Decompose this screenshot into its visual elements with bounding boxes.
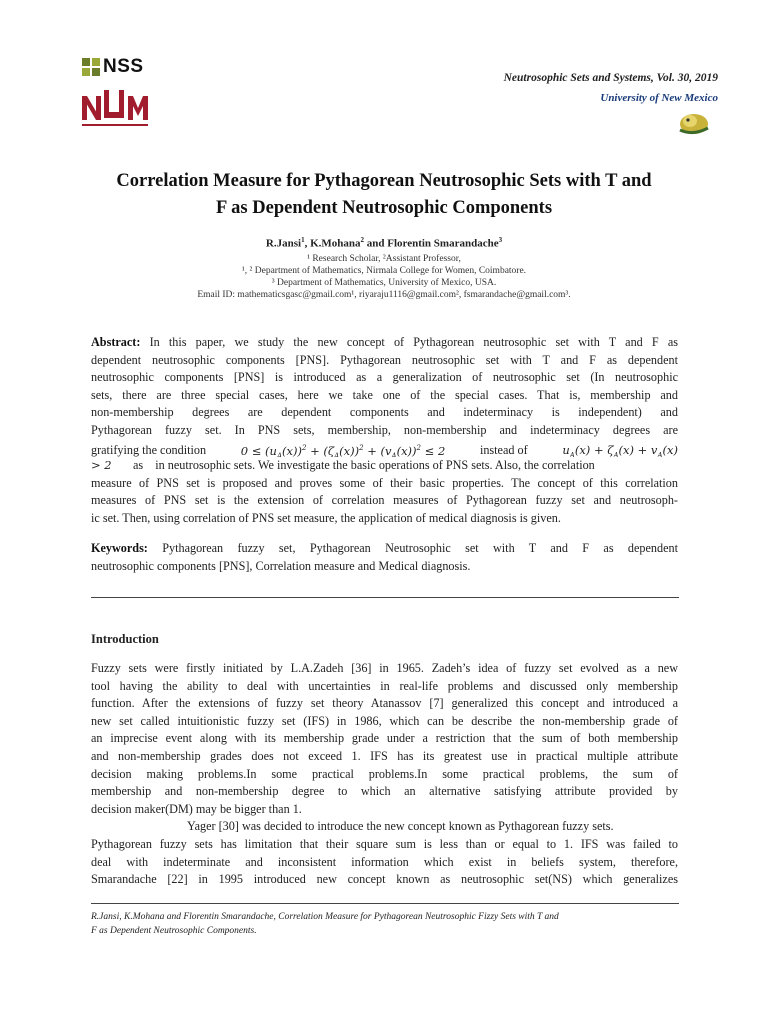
author-name: and Florentin Smarandache <box>364 237 499 250</box>
affiliation-line: ¹ Research Scholar, ²Assistant Professor, <box>307 254 461 264</box>
intro-line: membership and non-membership degree to which an alternative satisfying attribute provided by <box>91 784 678 799</box>
footer-line: R.Jansi, K.Mohana and Florentin Smarandache, Correlation Measure for Pythagorean Neutrosophic Fizzy Sets with T and <box>91 912 559 922</box>
keywords-label: Keywords: <box>91 541 148 555</box>
section-heading: Introduction <box>91 632 159 646</box>
affiliation-line: Email ID: mathematicsgasc@gmail.com¹, riyaraju1116@gmail.com², fsmarandache@gmail.com³. <box>197 290 571 300</box>
abstract-line: non-membership degrees are dependent components and indeterminacy is independent) and <box>91 405 678 420</box>
intro-line: and non-membership grades does not exceed 1. IFS has its greatest use in practical multiple attribute <box>91 748 678 763</box>
footer-line: F as Dependent Neutrosophic Components. <box>91 926 257 936</box>
unm-logo-icon <box>82 90 148 130</box>
abstract-line: measures of PNS set is the extension of correlation measures of Pythagorean fuzzy set and neutrosoph- <box>91 493 678 508</box>
author-list <box>80 236 688 250</box>
keywords-line <box>91 540 678 558</box>
keywords-line: neutrosophic components [PNS], Correlation measure and Medical diagnosis. <box>91 558 471 573</box>
keywords-text: Pythagorean fuzzy set, Pythagorean Neutrosophic set with T and F as dependent <box>162 541 678 555</box>
mascot-icon <box>676 110 710 136</box>
intro-line: Smarandache [22] in 1995 introduced new concept known as neutrosophic set(NS) which generalizes <box>91 872 678 887</box>
author-name: , K.Mohana <box>304 237 361 250</box>
title-line: Correlation Measure for Pythagorean Neutrosophic Sets with T and <box>116 171 652 191</box>
abstract-condition-line <box>91 440 678 458</box>
keywords <box>91 540 678 575</box>
abstract-line: measure of PNS set is proposed and proves some of their basic properties. The concept of this correlation <box>91 475 678 490</box>
affiliation-line: ¹, ² Department of Mathematics, Nirmala College for Women, Coimbatore. <box>241 266 527 276</box>
nss-logo <box>82 56 144 78</box>
journal-name: Neutrosophic Sets and Systems, Vol. 30, 2019 <box>503 72 718 84</box>
abstract <box>91 334 678 528</box>
footer-divider <box>91 903 679 904</box>
condition-prefix: gratifying the condition <box>91 443 207 458</box>
intro-line: Fuzzy sets were firstly initiated by L.A.Zadeh [36] in 1965. Zadeh’s idea of fuzzy set evolved as a new <box>91 661 678 675</box>
nss-logo-icon <box>82 58 100 76</box>
condition-formula: $0 \le (u_A(x))^2 + (\zeta_A(x))^2 + (v_A(x))^2 \le 2$ <box>240 443 446 458</box>
paper-title <box>80 168 688 222</box>
condition-as: as <box>132 458 144 473</box>
title-line: F as Dependent Neutrosophic Components <box>215 198 553 218</box>
condition-instead: instead of <box>479 443 528 458</box>
condition-formula-tail: > 2 <box>91 458 112 473</box>
intro-line: new set called intuitionistic fuzzy set (IFS) in 1986, which can be describe the non-membership grade of <box>91 713 678 728</box>
abstract-line: dependent neutrosophic components [PNS]. Pythagorean neutrosophic set with T and F as dependent <box>91 352 678 367</box>
intro-line: decision making problems.In some practical problems.In some practical problems, the sum of <box>91 766 678 781</box>
abstract-label: Abstract: <box>91 335 141 349</box>
abstract-line <box>91 334 678 352</box>
affiliation-line: ³ Department of Mathematics, University of Mexico, USA. <box>271 278 497 288</box>
abstract-line: ic set. Then, using correlation of PNS set measure, the application of medical diagnosis is given. <box>91 510 561 525</box>
author-name: R.Jansi <box>265 237 302 250</box>
author-sup: 1 <box>301 236 305 244</box>
abstract-line: neutrosophic components [PNS] is introduced as a generalization of neutrosophic set (In neutrosophic <box>91 370 678 385</box>
author-sup: 3 <box>498 236 503 244</box>
intro-paragraph <box>91 660 678 889</box>
intro-line: Pythagorean fuzzy sets has limitation that their square sum is less than or equal to 1. IFS was failed to <box>91 836 678 851</box>
author-sup: 2 <box>360 236 365 244</box>
section-divider <box>91 597 679 598</box>
abstract-line <box>91 457 678 475</box>
intro-line: decision maker(DM) may be bigger than 1. <box>91 801 302 816</box>
intro-line: Yager [30] was decided to introduce the new concept known as Pythagorean fuzzy sets. <box>187 819 614 834</box>
intro-line: function. After the extensions of fuzzy set theory Atanassov [7] generalized this concept and introduced a <box>91 696 678 711</box>
abstract-text: in neutrosophic sets. We investigate the basic operations of PNS sets. Also, the correlation <box>155 458 595 473</box>
university-name: University of New Mexico <box>600 92 718 104</box>
intro-line: tool having the ability to deal with uncertainties in real-life problems and discussed only membership <box>91 678 678 693</box>
condition-formula-alt: $u_A(x) + \zeta_A(x) + v_A(x)$ <box>562 443 678 458</box>
abstract-text: In this paper, we study the new concept of Pythagorean neutrosophic set with T and F as <box>149 335 678 349</box>
intro-line: an imprecise event along with its membership grade under a restriction that the sum of both membership <box>91 731 678 746</box>
abstract-line: sets, there are three special cases, here we take one of the special cases. That is, membership and <box>91 387 678 402</box>
abstract-line: Pythagorean fuzzy set. In PNS sets, membership, non-membership and indeterminacy degrees are <box>91 422 678 437</box>
nss-logo-text: NSS <box>103 56 144 77</box>
page-footer <box>91 910 679 938</box>
intro-line: deal with indeterminate and inconsistent information which exist in beliefs system, therefore, <box>91 854 678 869</box>
